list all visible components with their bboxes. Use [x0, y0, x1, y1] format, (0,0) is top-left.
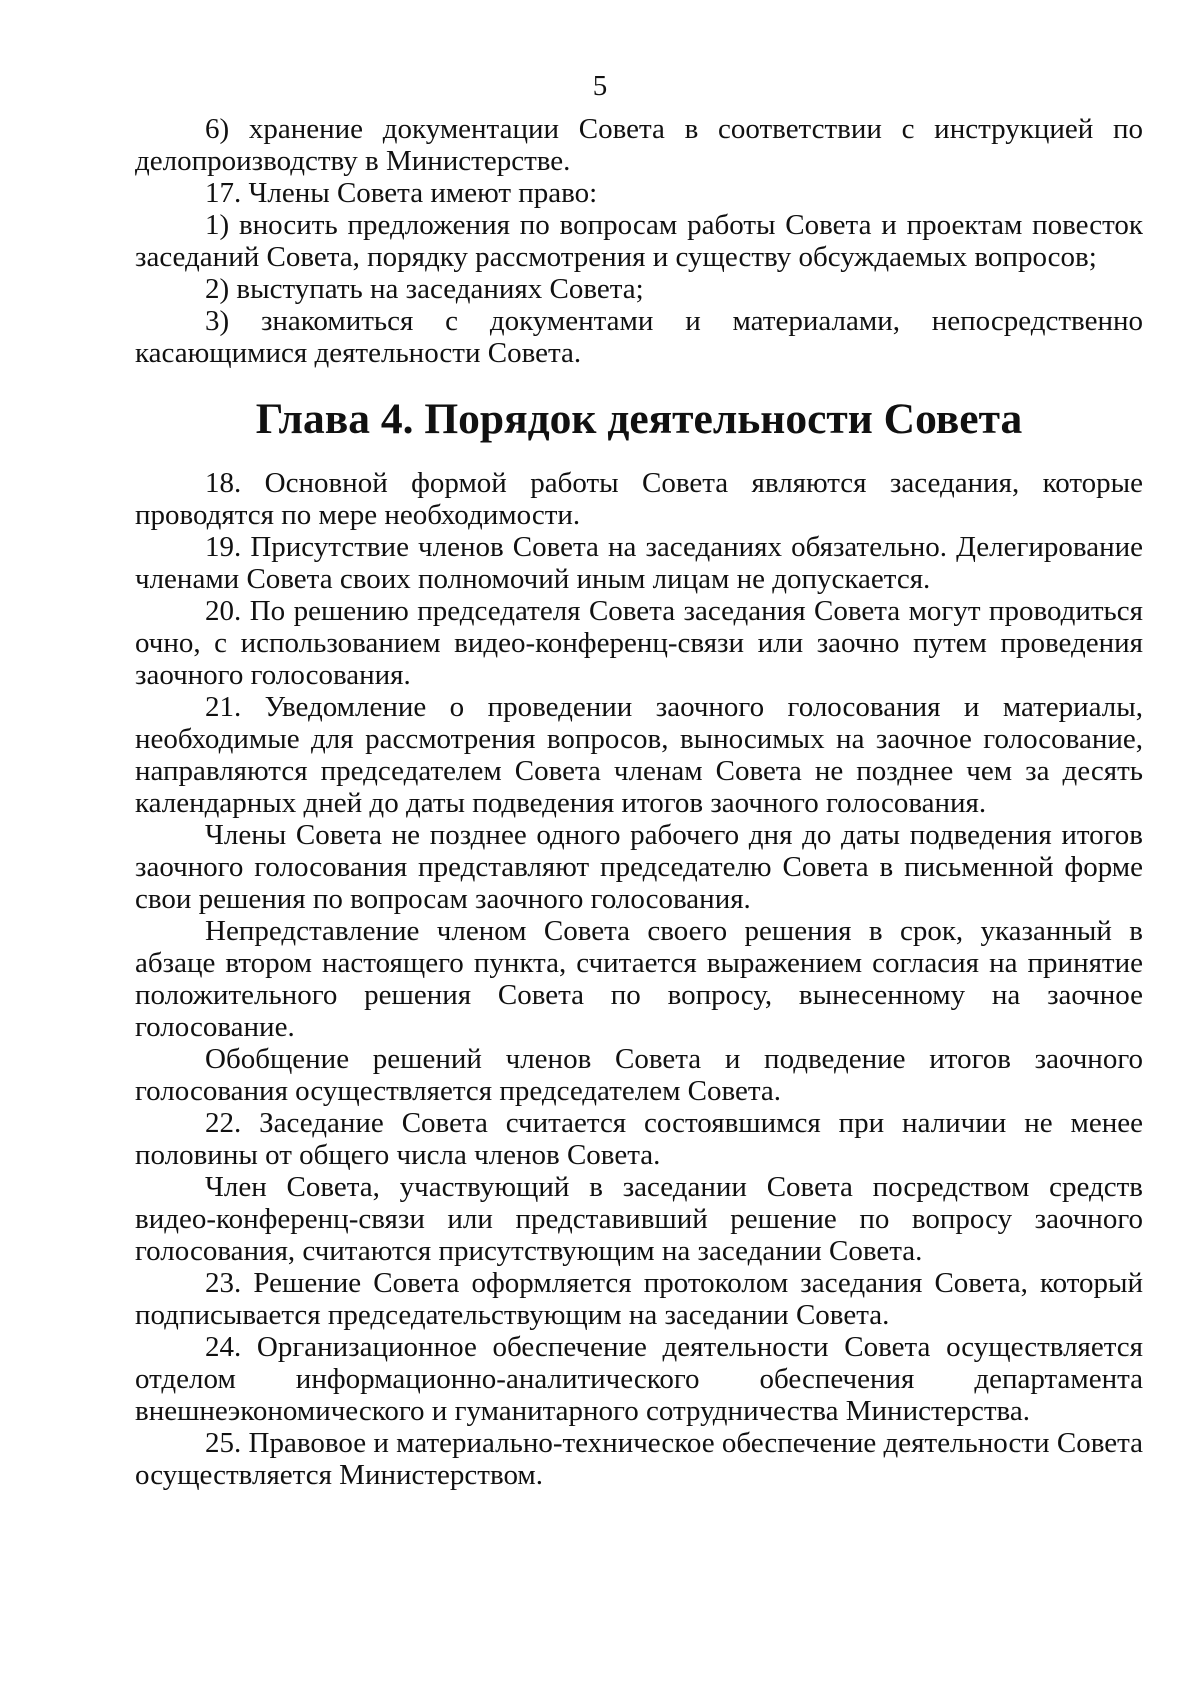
paragraph-right-2-speak: 2) выступать на заседаниях Совета; [205, 273, 644, 305]
paragraph-18: 18. Основной формой работы Совета являются заседания, которые проводятся по мере необходимости. [135, 467, 1143, 531]
paragraph-22-part-2: Член Совета, участвующий в заседании Совета посредством средств видео-конференц-связи или представивший решение по вопросу заочного голосования, считаются присутствующим на заседании Совета. [135, 1171, 1143, 1267]
paragraph-23: 23. Решение Совета оформляется протоколом заседания Совета, который подписывается председательствующим на заседании Совета. [135, 1267, 1143, 1331]
paragraph-item-6-storage: 6) хранение документации Совета в соответствии с инструкцией по делопроизводству в Министерстве. [135, 113, 1143, 177]
paragraph-25: 25. Правовое и материально-техническое обеспечение деятельности Совета осуществляется Министерством. [135, 1427, 1143, 1491]
paragraph-21-part-4: Обобщение решений членов Совета и подведение итогов заочного голосования осуществляется председателем Совета. [135, 1043, 1143, 1107]
paragraph-24: 24. Организационное обеспечение деятельности Совета осуществляется отделом информационно-аналитического обеспечения департамента внешнеэкономического и гуманитарного сотрудничества Министерства. [135, 1331, 1143, 1427]
paragraph-17-member-rights: 17. Члены Совета имеют право: [205, 177, 598, 209]
paragraph-19: 19. Присутствие членов Совета на заседаниях обязательно. Делегирование членами Совета своих полномочий иным лицам не допускается. [135, 531, 1143, 595]
page-number: 5 [592, 70, 608, 102]
paragraph-right-3-documents: 3) знакомиться с документами и материалами, непосредственно касающимися деятельности Совета. [135, 305, 1143, 369]
document-body [135, 113, 1143, 1491]
paragraph-21-part-2: Члены Совета не позднее одного рабочего дня до даты подведения итогов заочного голосования представляют председателю Совета в письменной форме свои решения по вопросам заочного голосования. [135, 819, 1143, 915]
chapter-heading: Глава 4. Порядок деятельности Совета [255, 395, 1023, 443]
paragraph-20: 20. По решению председателя Совета заседания Совета могут проводиться очно, с использованием видео-конференц-связи или заочно путем проведения заочного голосования. [135, 595, 1143, 691]
paragraph-22: 22. Заседание Совета считается состоявшимся при наличии не менее половины от общего числа членов Совета. [135, 1107, 1143, 1171]
paragraph-21-part-3: Непредставление членом Совета своего решения в срок, указанный в абзаце втором настоящего пункта, считается выражением согласия на принятие положительного решения Совета по вопросу, вынесенному на заочное голосование. [135, 915, 1143, 1043]
paragraph-21: 21. Уведомление о проведении заочного голосования и материалы, необходимые для рассмотрения вопросов, выносимых на заочное голосование, направляются председателем Совета членам Совета не позднее чем за десять календарных дней до даты подведения итогов заочного голосования. [135, 691, 1143, 819]
paragraph-right-1-proposals: 1) вносить предложения по вопросам работы Совета и проектам повесток заседаний Совета, порядку рассмотрения и существу обсуждаемых вопросов; [135, 209, 1143, 273]
